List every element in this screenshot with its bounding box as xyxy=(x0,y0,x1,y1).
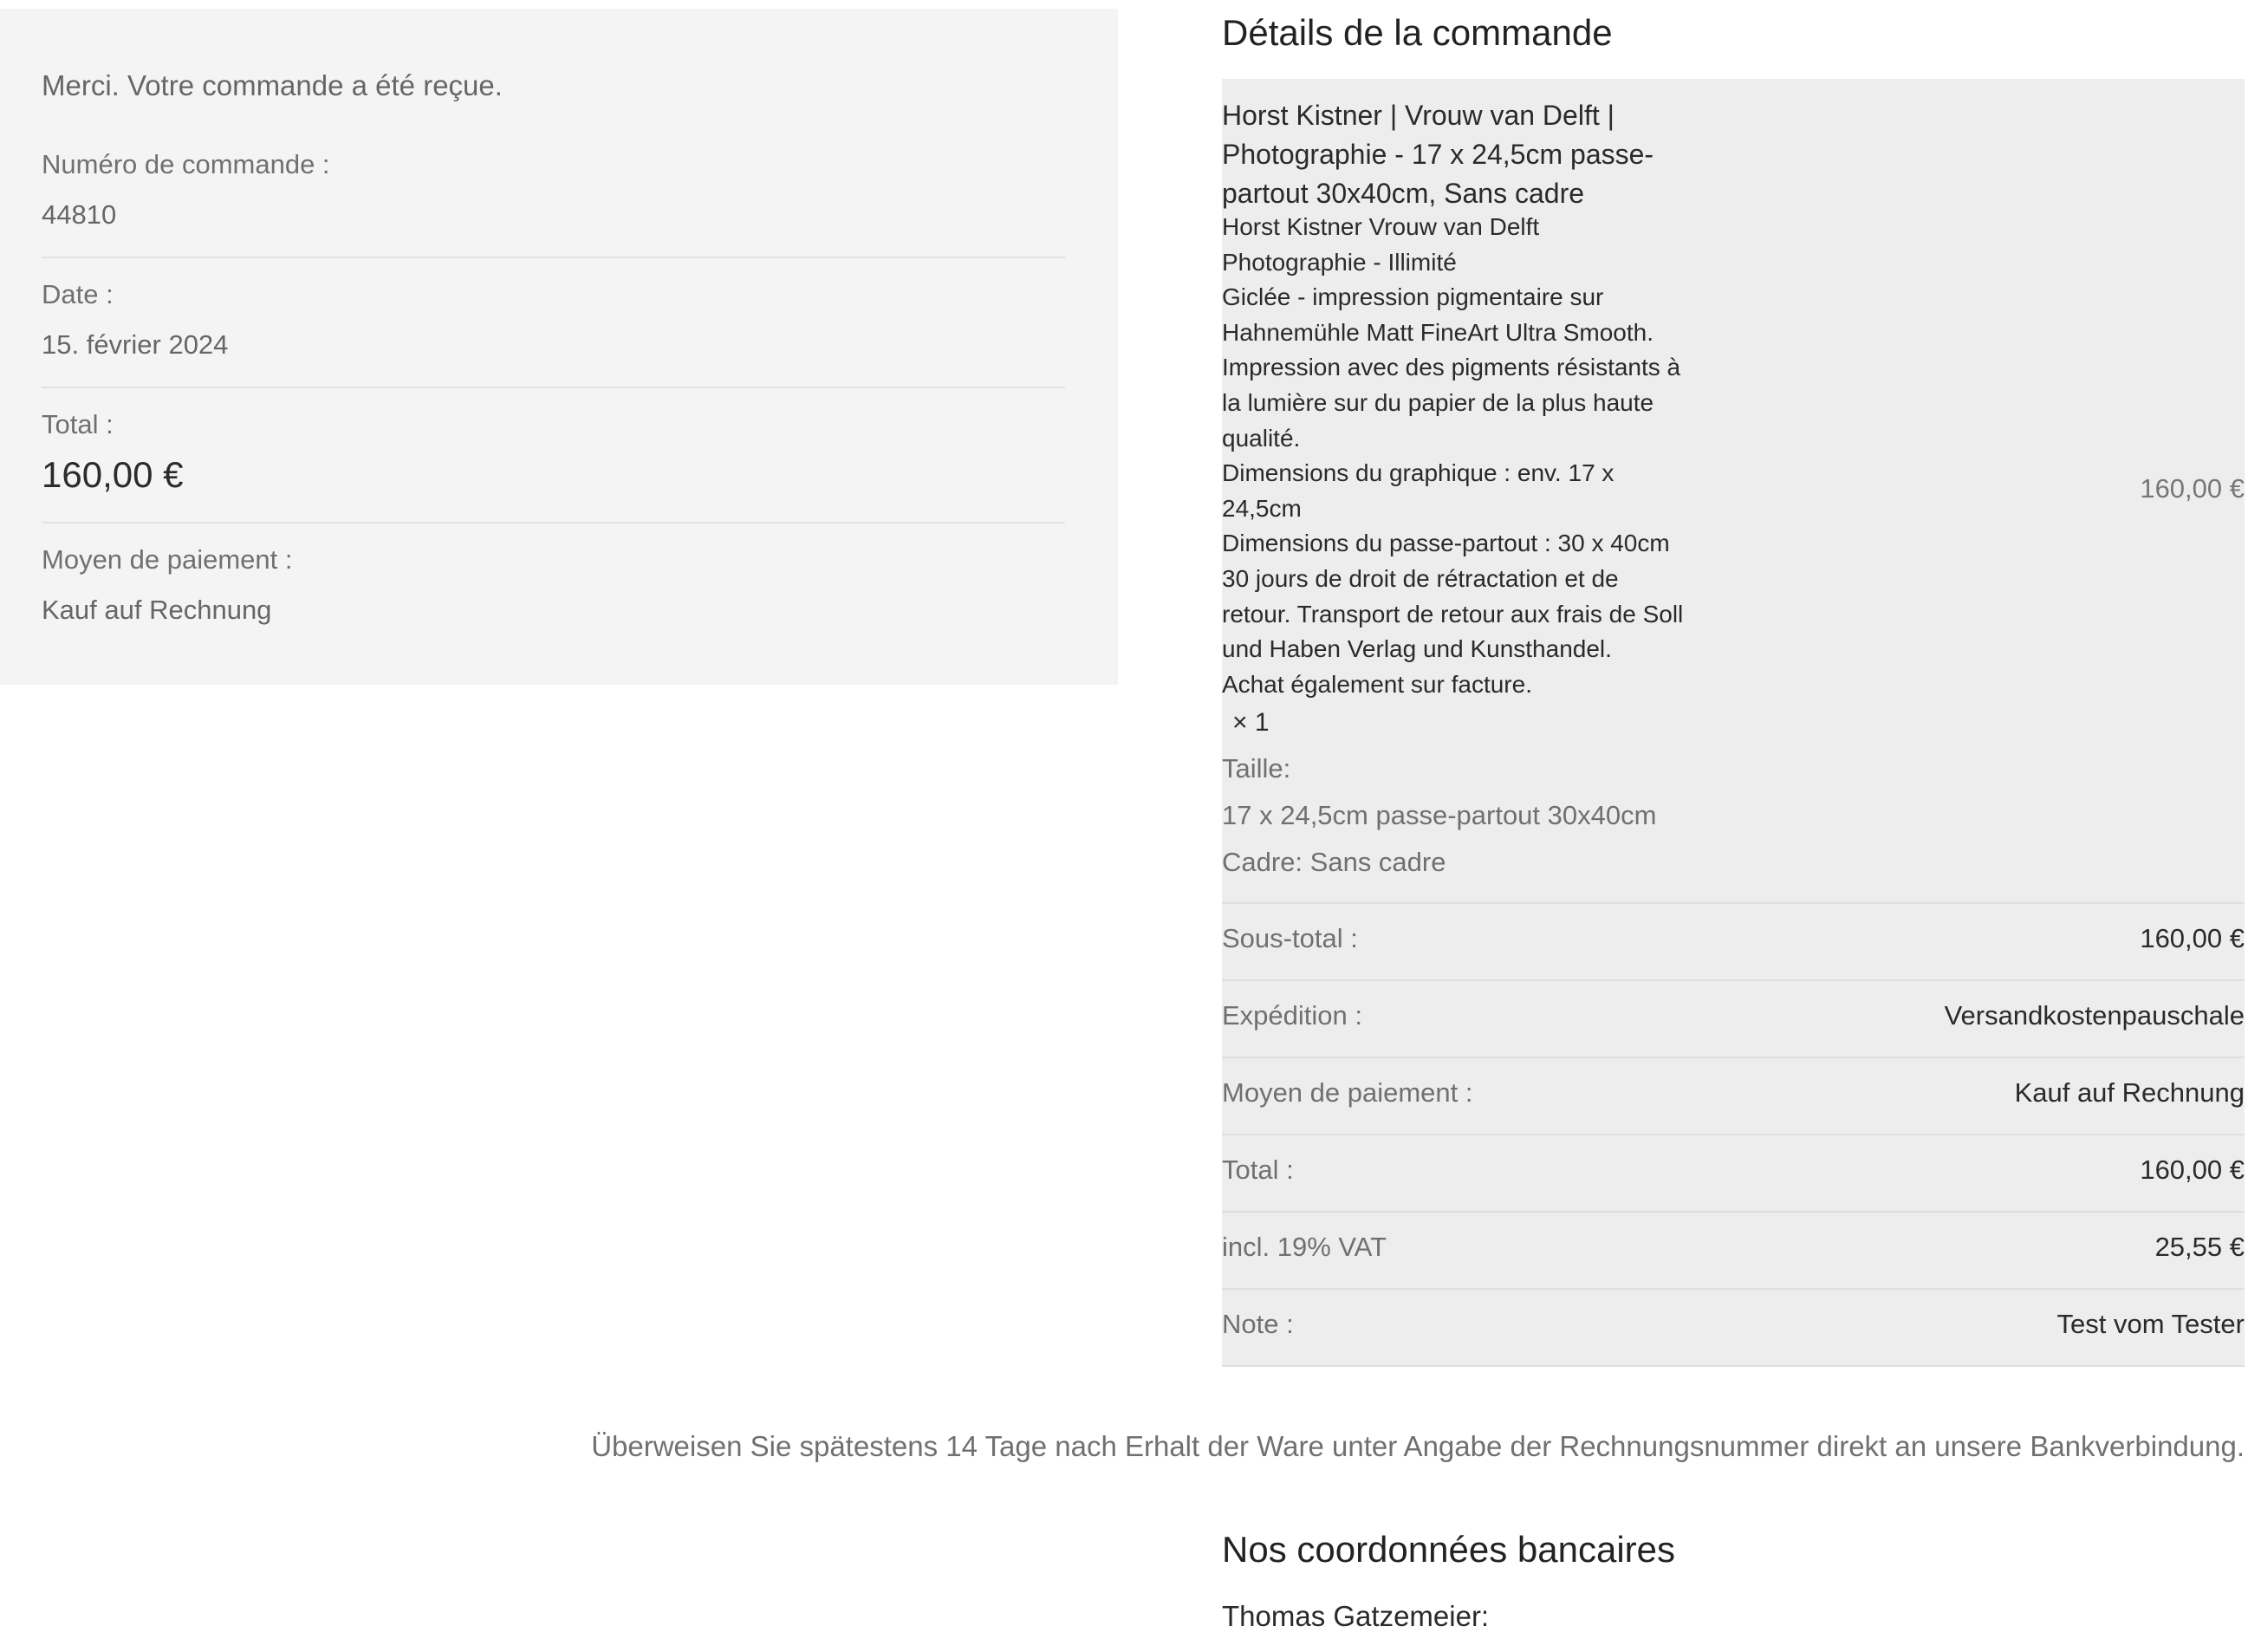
description-line: Photographie - Illimité xyxy=(1222,248,1457,276)
order-number-value: 44810 xyxy=(42,199,117,230)
description-line: Hahnemühle Matt FineArt Ultra Smooth. xyxy=(1222,318,1654,346)
shipping-label: Expédition : xyxy=(1222,1000,1362,1031)
order-summary-card xyxy=(0,9,1118,685)
note-value: Test vom Tester xyxy=(2056,1309,2245,1339)
shipping-value: Versandkostenpauschale xyxy=(1944,1000,2245,1031)
note-label: Note : xyxy=(1222,1309,1294,1339)
note-row xyxy=(1222,1290,2245,1367)
vat-label: incl. 19% VAT xyxy=(1222,1232,1387,1262)
order-number-label: Numéro de commande : xyxy=(42,149,330,179)
product-quantity: × 1 xyxy=(1232,708,1270,737)
payment-method-value: Kauf auf Rechnung xyxy=(2014,1077,2245,1108)
order-total-label: Total : xyxy=(42,409,114,439)
vat-row xyxy=(1222,1213,2245,1290)
product-line-total: 160,00 € xyxy=(2140,473,2245,504)
product-name-link[interactable] xyxy=(1222,96,1742,213)
frame-value: Cadre: Sans cadre xyxy=(1222,847,1446,877)
order-details-table xyxy=(1222,79,2245,1367)
description-line: retour. Transport de retour aux frais de Soll xyxy=(1222,600,1684,628)
payment-method-row xyxy=(1222,1058,2245,1135)
order-date-value: 15. février 2024 xyxy=(42,329,229,360)
description-line: Achat également sur facture. xyxy=(1222,670,1532,698)
order-total-block xyxy=(42,409,1065,496)
order-number-block xyxy=(42,149,1065,231)
total-value: 160,00 € xyxy=(2140,1154,2245,1185)
order-date-label: Date : xyxy=(42,279,114,309)
description-line: Dimensions du passe-partout : 30 x 40cm xyxy=(1222,530,1670,557)
subtotal-value: 160,00 € xyxy=(2140,923,2245,953)
payment-method-block xyxy=(42,544,1065,626)
description-line: Giclée - impression pigmentaire sur xyxy=(1222,283,1604,311)
description-line: Impression avec des pigments résistants à xyxy=(1222,354,1681,381)
bank-transfer-note: Überweisen Sie spätestens 14 Tage nach Erhalt der Ware unter Angabe der Rechnungsnummer direkt an unsere Bankverbindung. xyxy=(591,1430,2245,1462)
description-line: qualité. xyxy=(1222,424,1301,452)
description-line: Dimensions du graphique : env. 17 x xyxy=(1222,459,1615,487)
description-line: 24,5cm xyxy=(1222,494,1302,522)
order-item-row xyxy=(1222,79,2245,904)
bank-account-holder: Thomas Gatzemeier: xyxy=(1222,1600,1490,1632)
thank-you-message: Merci. Votre commande a été reçue. xyxy=(42,69,503,101)
product-description xyxy=(1222,210,1742,702)
subtotal-label: Sous-total : xyxy=(1222,923,1358,953)
description-line: 30 jours de droit de rétractation et de xyxy=(1222,564,1619,592)
payment-method-value: Kauf auf Rechnung xyxy=(42,595,272,625)
order-total-value: 160,00 € xyxy=(42,454,184,495)
description-line: la lumière sur du papier de la plus haute xyxy=(1222,388,1654,416)
description-line: und Haben Verlag und Kunsthandel. xyxy=(1222,635,1612,663)
payment-method-label: Moyen de paiement : xyxy=(42,544,293,575)
product-name-line: partout 30x40cm, Sans cadre xyxy=(1222,178,1585,209)
payment-method-label: Moyen de paiement : xyxy=(1222,1077,1473,1108)
divider xyxy=(42,257,1065,258)
order-details-title: Détails de la commande xyxy=(1222,12,1613,53)
description-line: Horst Kistner Vrouw van Delft xyxy=(1222,213,1540,240)
divider xyxy=(42,387,1065,388)
order-date-block xyxy=(42,279,1065,361)
size-value: 17 x 24,5cm passe-partout 30x40cm xyxy=(1222,800,1657,830)
total-label: Total : xyxy=(1222,1154,1294,1185)
vat-value: 25,55 € xyxy=(2154,1232,2245,1262)
bank-details-title: Nos coordonnées bancaires xyxy=(1222,1529,1675,1570)
product-name-line: Photographie - 17 x 24,5cm passe- xyxy=(1222,139,1654,170)
subtotal-row xyxy=(1222,904,2245,981)
size-label: Taille: xyxy=(1222,753,1291,784)
shipping-row xyxy=(1222,981,2245,1058)
total-row xyxy=(1222,1135,2245,1213)
divider xyxy=(42,522,1065,524)
product-name-line: Horst Kistner | Vrouw van Delft | xyxy=(1222,100,1615,131)
